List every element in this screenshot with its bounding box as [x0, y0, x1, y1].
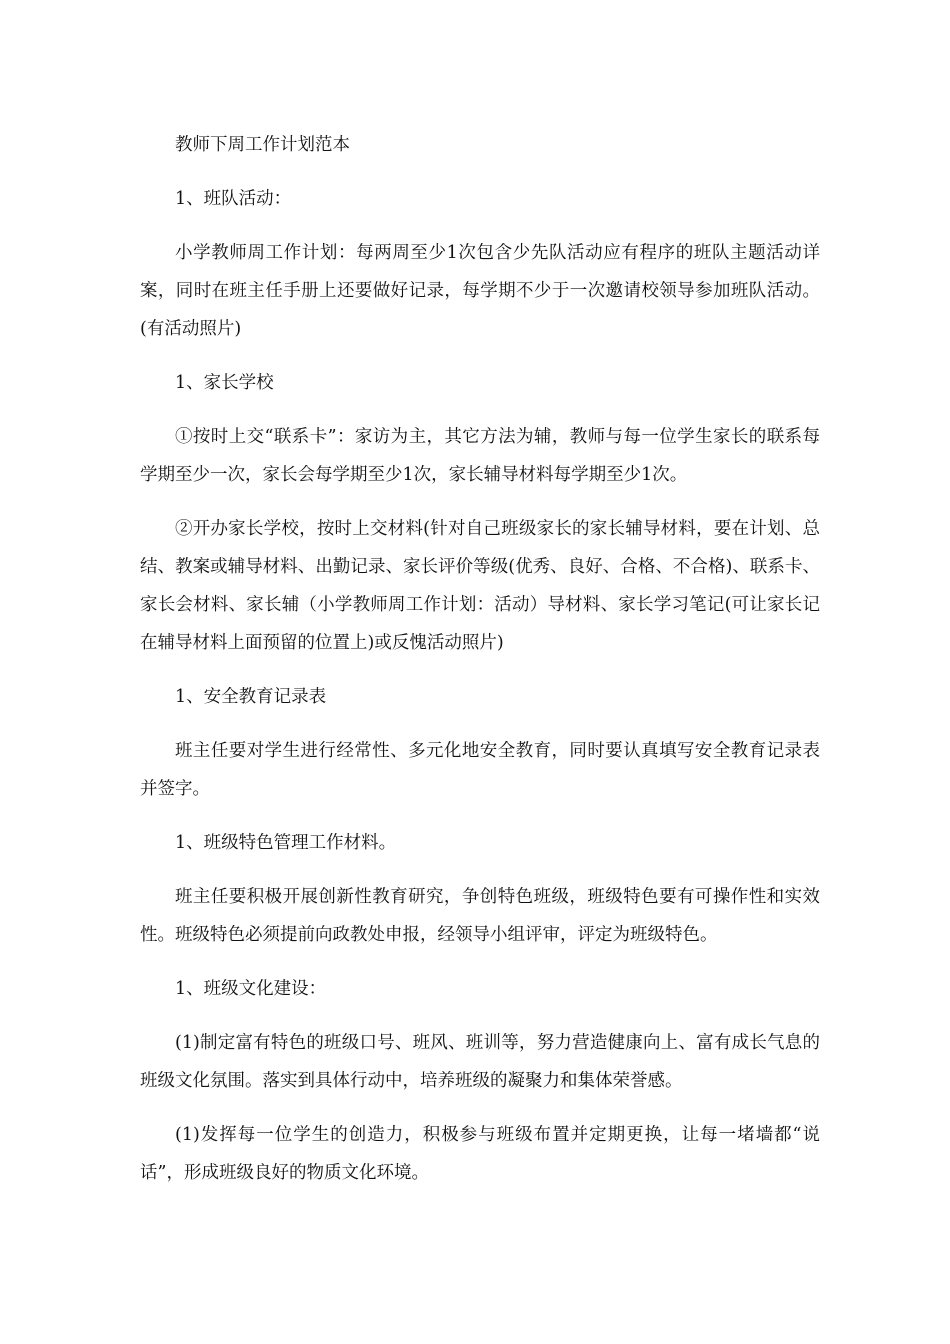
- paragraph-class-activities: 小学教师周工作计划：每两周至少1次包含少先队活动应有程序的班队主题活动详案，同时在班主任手册上还要做好记录，每学期不少于一次邀请校领导参加班队活动。(有活动照片): [140, 243, 820, 339]
- document-title: 教师下周工作计划范本: [175, 135, 350, 155]
- paragraph-class-decoration: (1)发挥每一位学生的创造力，积极参与班级布置并定期更换，让每一堵墙都“说话”，形成班级良好的物质文化环境。: [140, 1125, 820, 1183]
- paragraph-safety-education: 班主任要对学生进行经常性、多元化地安全教育，同时要认真填写安全教育记录表并签字。: [140, 741, 820, 799]
- document-body: [140, 126, 820, 1208]
- paragraph-parent-school-materials: ②开办家长学校，按时上交材料(针对自己班级家长的家长辅导材料，要在计划、总结、教案或辅导材料、出勤记录、家长评价等级(优秀、良好、合格、不合格)、联系卡、家长会材料、家长辅（小学教师周工作计划：活动）导材料、家长学习笔记(可让家长记在辅导材料上面预留的位置上)或反愧活动照片): [140, 519, 820, 653]
- section-heading-parent-school: 1、家长学校: [175, 373, 274, 393]
- paragraph-contact-card: ①按时上交“联系卡”：家访为主，其它方法为辅，教师与每一位学生家长的联系每学期至少一次，家长会每学期至少1次，家长辅导材料每学期至少1次。: [140, 427, 820, 485]
- section-heading-class-culture: 1、班级文化建设：: [175, 979, 327, 999]
- paragraph-class-features: 班主任要积极开展创新性教育研究，争创特色班级，班级特色要有可操作性和实效性。班级特色必须提前向政教处申报，经领导小组评审，评定为班级特色。: [140, 887, 820, 945]
- section-heading-class-features: 1、班级特色管理工作材料。: [175, 833, 397, 853]
- paragraph-class-slogan: (1)制定富有特色的班级口号、班风、班训等，努力营造健康向上、富有成长气息的班级文化氛围。落实到具体行动中，培养班级的凝聚力和集体荣誉感。: [140, 1033, 820, 1091]
- section-heading-safety-records: 1、安全教育记录表: [175, 687, 327, 707]
- section-heading-class-activities: 1、班队活动：: [175, 189, 292, 209]
